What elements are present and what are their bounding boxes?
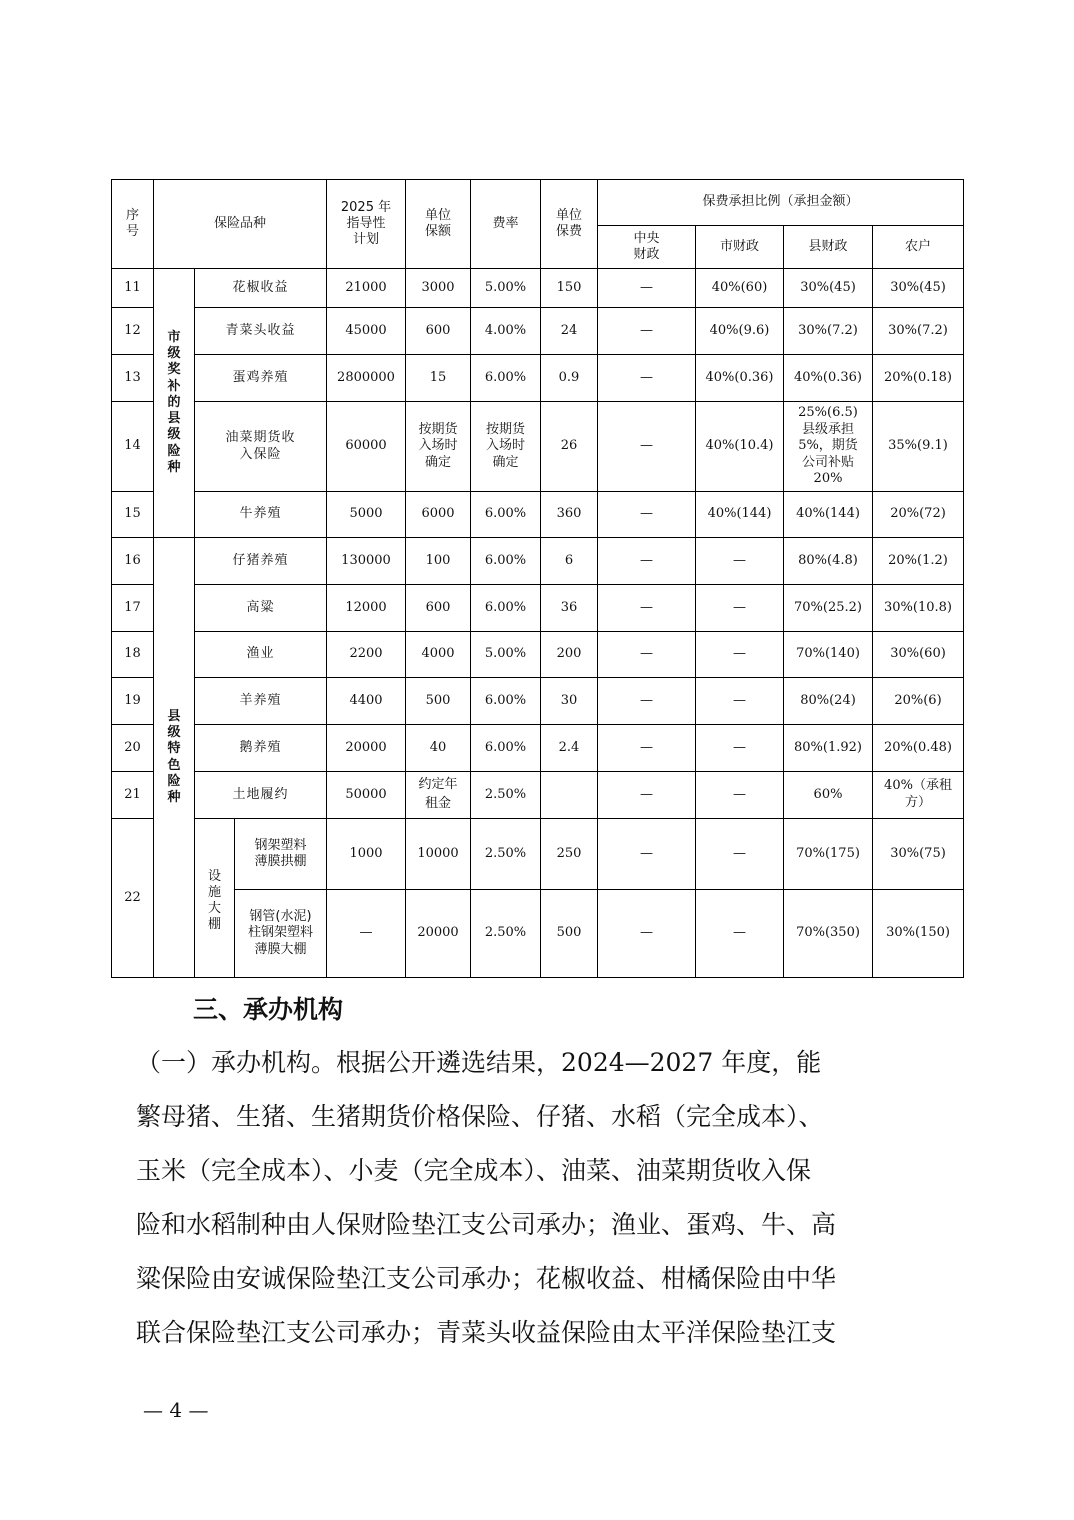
row-rate: 6.00% bbox=[471, 355, 541, 402]
header-rate: 费率 bbox=[471, 180, 541, 269]
row-seq: 20 bbox=[112, 725, 154, 772]
row-county: 60% bbox=[784, 772, 873, 819]
row-premium: 360 bbox=[541, 492, 598, 538]
row-premium: 2.4 bbox=[541, 725, 598, 772]
row-city: 40%(144) bbox=[696, 492, 784, 538]
row-county: 80%(24) bbox=[784, 678, 873, 725]
header-county: 县财政 bbox=[784, 226, 873, 269]
row-seq: 11 bbox=[112, 269, 154, 308]
row-name: 钢管(水泥) 柱钢架塑料 薄膜大棚 bbox=[235, 890, 327, 978]
row-plan: 2200 bbox=[327, 632, 406, 678]
table-row bbox=[112, 819, 964, 890]
header-farmer: 农户 bbox=[873, 226, 964, 269]
row-plan: — bbox=[327, 890, 406, 978]
body-paragraph bbox=[136, 1036, 946, 1360]
row-county: 30%(45) bbox=[784, 269, 873, 308]
row-name: 钢架塑料 薄膜拱棚 bbox=[235, 819, 327, 890]
row-rate: 2.50% bbox=[471, 772, 541, 819]
row-central: — bbox=[598, 772, 696, 819]
row-central: — bbox=[598, 725, 696, 772]
row-central: — bbox=[598, 308, 696, 355]
row-coverage: 600 bbox=[406, 585, 471, 632]
row-seq: 12 bbox=[112, 308, 154, 355]
row-name: 青菜头收益 bbox=[195, 308, 327, 355]
header-central: 中央 财政 bbox=[598, 226, 696, 269]
row-rate: 6.00% bbox=[471, 538, 541, 585]
table-row bbox=[112, 402, 964, 492]
row-farmer: 20%(0.18) bbox=[873, 355, 964, 402]
row-coverage: 100 bbox=[406, 538, 471, 585]
table-row bbox=[112, 538, 964, 585]
row-central: — bbox=[598, 492, 696, 538]
row-name: 渔业 bbox=[195, 632, 327, 678]
row-city: — bbox=[696, 772, 784, 819]
row-county: 25%(6.5) 县级承担 5%，期货 公司补贴 20% bbox=[784, 402, 873, 492]
row-premium: 500 bbox=[541, 890, 598, 978]
category-city-award: 市 级 奖 补 的 县 级 险 种 bbox=[154, 269, 195, 538]
row-name: 高粱 bbox=[195, 585, 327, 632]
row-name: 仔猪养殖 bbox=[195, 538, 327, 585]
row-farmer: 20%(1.2) bbox=[873, 538, 964, 585]
row-name: 鹅养殖 bbox=[195, 725, 327, 772]
row-seq: 19 bbox=[112, 678, 154, 725]
row-coverage: 20000 bbox=[406, 890, 471, 978]
row-seq: 17 bbox=[112, 585, 154, 632]
row-seq: 13 bbox=[112, 355, 154, 402]
row-city: 40%(60) bbox=[696, 269, 784, 308]
row-county: 70%(25.2) bbox=[784, 585, 873, 632]
row-rate: 5.00% bbox=[471, 269, 541, 308]
row-city: — bbox=[696, 725, 784, 772]
row-central: — bbox=[598, 402, 696, 492]
row-coverage: 600 bbox=[406, 308, 471, 355]
row-name: 土地履约 bbox=[195, 772, 327, 819]
row-seq: 14 bbox=[112, 402, 154, 492]
row-city: — bbox=[696, 678, 784, 725]
row-name: 牛养殖 bbox=[195, 492, 327, 538]
row-city: — bbox=[696, 538, 784, 585]
row-farmer: 30%(150) bbox=[873, 890, 964, 978]
table-row bbox=[112, 269, 964, 308]
row-farmer: 30%(75) bbox=[873, 819, 964, 890]
row-seq: 15 bbox=[112, 492, 154, 538]
row-rate: 6.00% bbox=[471, 585, 541, 632]
header-premium: 单位 保费 bbox=[541, 180, 598, 269]
row-city: — bbox=[696, 819, 784, 890]
row-premium bbox=[541, 772, 598, 819]
row-farmer: 35%(9.1) bbox=[873, 402, 964, 492]
row-city: — bbox=[696, 890, 784, 978]
row-county: 80%(4.8) bbox=[784, 538, 873, 585]
section-title: 三、承办机构 bbox=[193, 995, 344, 1024]
row-rate: 5.00% bbox=[471, 632, 541, 678]
row-central: — bbox=[598, 355, 696, 402]
header-city: 市财政 bbox=[696, 226, 784, 269]
row-rate: 6.00% bbox=[471, 678, 541, 725]
row-plan: 5000 bbox=[327, 492, 406, 538]
row-central: — bbox=[598, 678, 696, 725]
row-rate: 2.50% bbox=[471, 890, 541, 978]
row-plan: 4400 bbox=[327, 678, 406, 725]
row-name: 蛋鸡养殖 bbox=[195, 355, 327, 402]
row-plan: 21000 bbox=[327, 269, 406, 308]
row-plan: 50000 bbox=[327, 772, 406, 819]
row-central: — bbox=[598, 890, 696, 978]
row-plan: 45000 bbox=[327, 308, 406, 355]
row-name: 羊养殖 bbox=[195, 678, 327, 725]
row-premium: 6 bbox=[541, 538, 598, 585]
row-county: 30%(7.2) bbox=[784, 308, 873, 355]
row-city: — bbox=[696, 585, 784, 632]
row-city: — bbox=[696, 632, 784, 678]
paragraph-line: 繁母猪、生猪、生猪期货价格保险、仔猪、水稻（完全成本）、 bbox=[136, 1102, 824, 1131]
paragraph-line: 联合保险垫江支公司承办；青菜头收益保险由太平洋保险垫江支 bbox=[136, 1318, 837, 1347]
header-coverage: 单位 保额 bbox=[406, 180, 471, 269]
row-county: 70%(350) bbox=[784, 890, 873, 978]
category-county-special: 县 级 特 色 险 种 bbox=[154, 538, 195, 978]
row-farmer: 30%(7.2) bbox=[873, 308, 964, 355]
row-central: — bbox=[598, 632, 696, 678]
row-farmer: 20%(0.48) bbox=[873, 725, 964, 772]
row-farmer: 40%（承租 方） bbox=[873, 772, 964, 819]
row-coverage: 15 bbox=[406, 355, 471, 402]
row-central: — bbox=[598, 585, 696, 632]
row-county: 70%(175) bbox=[784, 819, 873, 890]
row-premium: 26 bbox=[541, 402, 598, 492]
row-coverage: 4000 bbox=[406, 632, 471, 678]
row-rate: 6.00% bbox=[471, 725, 541, 772]
row-rate: 按期货 入场时 确定 bbox=[471, 402, 541, 492]
row-coverage: 500 bbox=[406, 678, 471, 725]
header-seq: 序 号 bbox=[112, 180, 154, 269]
row-city: 40%(10.4) bbox=[696, 402, 784, 492]
row-plan: 2800000 bbox=[327, 355, 406, 402]
row-plan: 60000 bbox=[327, 402, 406, 492]
row-city: 40%(9.6) bbox=[696, 308, 784, 355]
row-farmer: 30%(60) bbox=[873, 632, 964, 678]
row-coverage: 按期货 入场时 确定 bbox=[406, 402, 471, 492]
row-farmer: 30%(45) bbox=[873, 269, 964, 308]
paragraph-line: （一）承办机构。根据公开遴选结果，2024—2027 年度，能 bbox=[136, 1048, 822, 1077]
row-plan: 20000 bbox=[327, 725, 406, 772]
table-row bbox=[112, 725, 964, 772]
row-farmer: 20%(6) bbox=[873, 678, 964, 725]
row-central: — bbox=[598, 538, 696, 585]
header-variety: 保险品种 bbox=[154, 180, 327, 269]
paragraph-line: 险和水稻制种由人保财险垫江支公司承办；渔业、蛋鸡、牛、高 bbox=[136, 1210, 837, 1239]
row-county: 40%(0.36) bbox=[784, 355, 873, 402]
table-row bbox=[112, 355, 964, 402]
row-coverage: 约定年 租金 bbox=[406, 772, 471, 819]
row-seq: 18 bbox=[112, 632, 154, 678]
row-rate: 6.00% bbox=[471, 492, 541, 538]
row-central: — bbox=[598, 269, 696, 308]
row-plan: 130000 bbox=[327, 538, 406, 585]
row-seq: 22 bbox=[112, 819, 154, 978]
row-coverage: 3000 bbox=[406, 269, 471, 308]
row-plan: 12000 bbox=[327, 585, 406, 632]
row-plan: 1000 bbox=[327, 819, 406, 890]
header-plan: 2025 年 指导性 计划 bbox=[327, 180, 406, 269]
table-row bbox=[112, 678, 964, 725]
table-row bbox=[112, 492, 964, 538]
row-premium: 36 bbox=[541, 585, 598, 632]
row-name: 花椒收益 bbox=[195, 269, 327, 308]
row-seq: 16 bbox=[112, 538, 154, 585]
row-premium: 250 bbox=[541, 819, 598, 890]
table-row bbox=[112, 632, 964, 678]
paragraph-line: 粱保险由安诚保险垫江支公司承办；花椒收益、柑橘保险由中华 bbox=[136, 1264, 837, 1293]
table-row bbox=[112, 890, 964, 978]
row-premium: 0.9 bbox=[541, 355, 598, 402]
row-rate: 4.00% bbox=[471, 308, 541, 355]
table-row bbox=[112, 772, 964, 819]
table-row bbox=[112, 585, 964, 632]
row-county: 70%(140) bbox=[784, 632, 873, 678]
row-farmer: 20%(72) bbox=[873, 492, 964, 538]
insurance-table bbox=[111, 179, 964, 978]
row-county: 40%(144) bbox=[784, 492, 873, 538]
header-ratio-group: 保费承担比例（承担金额） bbox=[598, 180, 964, 226]
row-premium: 24 bbox=[541, 308, 598, 355]
row-county: 80%(1.92) bbox=[784, 725, 873, 772]
row-name: 油菜期货收 入保险 bbox=[195, 402, 327, 492]
row-seq: 21 bbox=[112, 772, 154, 819]
row-premium: 30 bbox=[541, 678, 598, 725]
row-coverage: 10000 bbox=[406, 819, 471, 890]
row-coverage: 40 bbox=[406, 725, 471, 772]
row-central: — bbox=[598, 819, 696, 890]
category-facility: 设 施 大 棚 bbox=[195, 819, 235, 978]
row-coverage: 6000 bbox=[406, 492, 471, 538]
row-city: 40%(0.36) bbox=[696, 355, 784, 402]
row-premium: 200 bbox=[541, 632, 598, 678]
table-row bbox=[112, 308, 964, 355]
row-rate: 2.50% bbox=[471, 819, 541, 890]
page-number: — 4 — bbox=[143, 1398, 209, 1422]
row-farmer: 30%(10.8) bbox=[873, 585, 964, 632]
row-premium: 150 bbox=[541, 269, 598, 308]
paragraph-line: 玉米（完全成本）、小麦（完全成本）、油菜、油菜期货收入保 bbox=[136, 1156, 812, 1185]
